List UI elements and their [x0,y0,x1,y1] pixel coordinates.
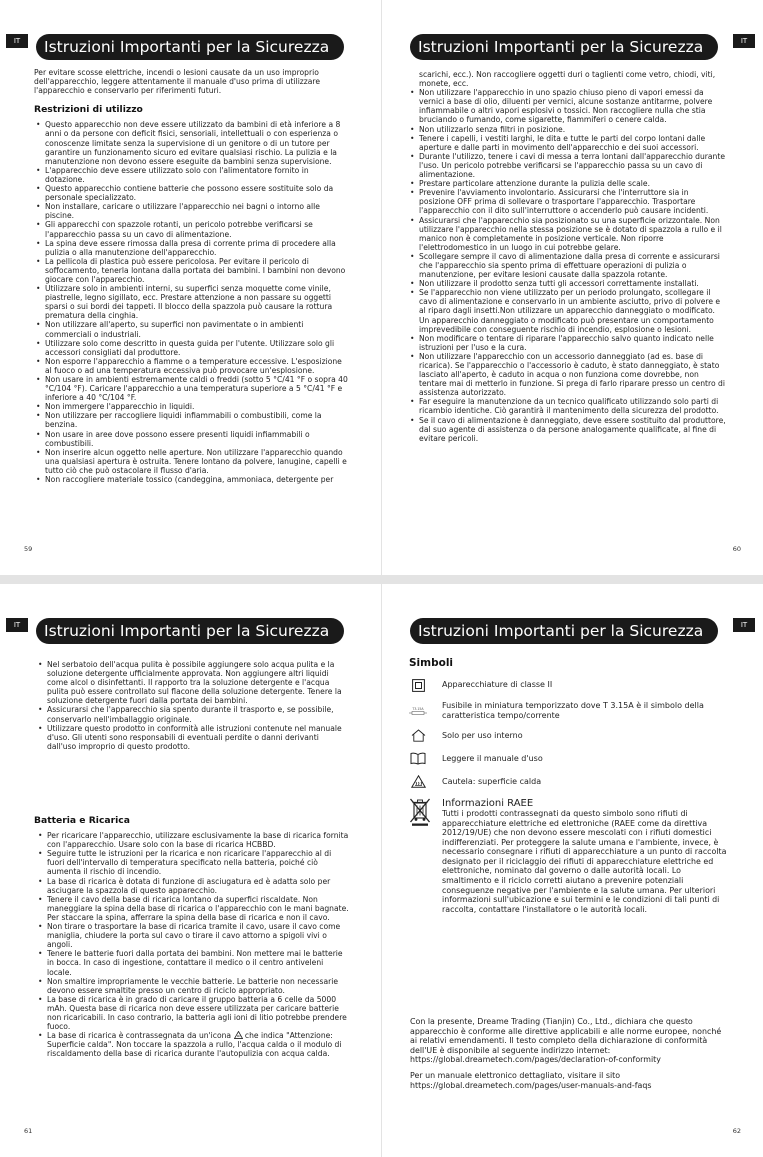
list-item: • Non modificare o tentare di riparare l'apparecchio salvo quanto indicato nelle istruzioni per l'uso e la cura. [408,334,726,352]
hot-surface-note-before: La base di ricarica è contrassegnata da un'icona [47,1031,232,1041]
list-item: • Prevenire l'avviamento involontario. Assicurarsi che l'interruttore sia in posizione OFF prima di sollevare o trasportare l'apparecchio. Trasportare l'apparecchio con il dito sull'interruttore o accenderlo può causare incidenti. [408,188,726,215]
symbol-description: Fusibile in miniatura temporizzato dove T 3.15A è il simbolo della caratteristica tempo/corrente [442,701,704,720]
page-header: Istruzioni Importanti per la Sicurezza [36,34,344,60]
page-61 [0,584,381,1157]
list-item: • Se il cavo di alimentazione è danneggiato, deve essere sostituito dal produttore, dal suo agente di assistenza o da persone analogamente qualificate, al fine di evitare pericoli. [408,416,726,443]
list-item: • La base di ricarica è dotata di funzione di asciugatura ed è adatta solo per asciugare la spazzola di questo apparecchio. [36,877,350,895]
list-item: • Far eseguire la manutenzione da un tecnico qualificato utilizzando solo parti di ricambio identiche. Ciò garantirà il mantenimento della sicurezza del prodotto. [408,397,726,415]
list-item: • Questo apparecchio non deve essere utilizzato da bambini di età inferiore a 8 anni o da persone con deficit fisici, sensoriali, intellettuali o con esperienza o conoscenze limitate senza la supervisione di un genitore o di un tutore per garantire un funzionamento sicuro ed evitare qualsiasi rischio. La pulizia e la manutenzione non devono essere eseguite da bambini senza supervisione. [34,120,350,165]
list-item: • Durante l'utilizzo, tenere i cavi di messa a terra lontani dall'apparecchio durante l'uso. Un pericolo potrebbe verificarsi se l'apparecchio passa su un cavo di alimentazione. [408,152,726,179]
hot-surface-icon [409,775,427,789]
manual-book-icon [409,752,427,766]
page-number: 59 [24,545,33,553]
list-item: • Prestare particolare attenzione durante la pulizia delle scale. [408,179,726,188]
list-item: • Tenere i capelli, i vestiti larghi, le dita e tutte le parti del corpo lontani dalle aperture e dalle parti in movimento dell'apparecchio e dei suoi accessori. [408,134,726,152]
page-body [34,68,350,484]
symbol-row [409,775,729,789]
list-item: • Assicurarsi che l'apparecchio sia posizionato su una superficie orizzontale. Non utilizzare l'apparecchio nella stessa posizione se è dotato di spazzola a rullo e il manico non è completamente in posizione verticale. Non riporre l'elettrodomestico in un luogo in cui potrebbe gelare. [408,216,726,252]
list-item: • Non utilizzare per raccogliere liquidi infiammabili o combustibili, come la benzina. [34,411,350,429]
list-item: • Non utilizzare il prodotto senza tutti gli accessori correttamente installati. [408,279,726,288]
class-ii-icon [409,678,427,692]
page-header: Istruzioni Importanti per la Sicurezza [410,34,718,60]
list-item: • Non utilizzare l'apparecchio in uno spazio chiuso pieno di vapori emessi da vernici a base di olio, diluenti per vernici, alcune sostanze antitarme, polvere infiammabile o altri vapori esplosivi o tossici. Non raccogliere nulla che stia bruciando o fumando, come sigarette, fiammiferi o cenere calda. [408,88,726,124]
section-title: Simboli [409,657,454,669]
list-item: • Non utilizzare l'apparecchio con un accessorio danneggiato (ad es. base di ricarica). Se l'apparecchio o l'accessorio è caduto, è stato danneggiato, è stato lasciato all'aperto, è caduto in acqua o non funziona come dovrebbe, non tentare mai di metterlo in funzione. Si prega di farlo riparare presso un centro di assistenza autorizzato. [408,352,726,397]
symbol-description: Solo per uso interno [442,731,523,741]
list-item: • L'apparecchio deve essere utilizzato solo con l'alimentatore fornito in dotazione. [34,166,350,184]
battery-list [36,831,350,1058]
list-item: • Non esporre l'apparecchio a fiamme o a temperature eccessive. L'esposizione al fuoco o ad una temperatura eccessiva può provocare un'esplosione. [34,357,350,375]
symbols-section [409,659,729,914]
symbol-row [409,729,729,743]
list-item [36,1031,350,1058]
symbol-description: Apparecchiature di classe II [442,680,553,690]
list-item: • Tenere le batterie fuori dalla portata dei bambini. Non mettere mai le batterie in bocca. In caso di ingestione, contattare il medico o il centro antiveleni locale. [36,949,350,976]
page-number: 62 [732,1127,741,1135]
declaration-block [410,1017,730,1090]
house-icon [409,729,427,743]
list-item: • Utilizzare questo prodotto in conformità alle istruzioni contenute nel manuale d'uso. Gli utenti sono responsabili di eventuali perdite o danni derivanti dall'uso improprio di questo prodotto. [36,724,350,751]
page-number: 61 [24,1127,33,1135]
symbol-row [409,752,729,766]
symbol-row [409,701,729,720]
page-number: 60 [732,545,741,553]
weee-text: Tutti i prodotti contrassegnati da questo simbolo sono rifiuti di apparecchiature elettriche ed elettroniche (RAEE come da direttiva 2012/19/UE) che non devono essere mescolati con i rifiuti domestici indifferenziati. Per proteggere la salute umana e l'ambiente, invece, è necessario consegnare i rifiuti di apparecchiature a un punto di raccolta designato per il riciclaggio dei rifiuti di apparecchiature elettriche ed elettroniche, nominato dal governo o dalle autorità locali. Lo smaltimento e il riciclo corretti aiutano a prevenire potenziali conseguenze negative per l'ambiente e la salute umana. Per ulteriori informazioni sull'ubicazione e sui termini e le condizioni di tali punti di raccolta, contattare l'installatore o le autorità locali. [442,808,727,914]
declaration-url: https://global.dreametech.com/pages/declaration-of-conformity [410,1055,661,1065]
list-item: • Utilizzare solo in ambienti interni, su superfici senza moquette come vinile, piastrelle, legno sigillato, ecc. Prestare attenzione a non passare su oggetti sparsi o sui bordi dei tappeti. Il blocco della spazzola può causare la rottura prematura della cinghia. [34,284,350,320]
list-item: • Questo apparecchio contiene batterie che possono essere sostituite solo da personale specializzato. [34,184,350,202]
hot-surface-note-after: che indica "Attenzione: Superficie calda". Non toccare la spazzola a rullo, l'acqua calda o il modulo di riscaldamento della base di ricarica durante l'autopulizia con acqua calda. [47,1031,342,1059]
list-item: • Non usare in aree dove possono essere presenti liquidi infiammabili o combustibili. [34,430,350,448]
language-tag: IT [6,34,28,48]
list-item: • Gli apparecchi con spazzole rotanti, un pericolo potrebbe verificarsi se l'apparecchio passa su un cavo di alimentazione. [34,220,350,238]
list-item: • Non utilizzarlo senza filtri in posizione. [408,125,726,134]
list-item: • Tenere il cavo della base di ricarica lontano da superfici riscaldate. Non maneggiare la spina della base di ricarica o l'apparecchio con le mani bagnate. Per staccare la spina, afferrare la spina della base di ricarica e non il cavo. [36,895,350,922]
language-tag: IT [733,34,755,48]
language-tag: IT [733,618,755,632]
page-body [408,70,726,443]
symbol-description: Leggere il manuale d'uso [442,754,543,764]
list-item: • Non usare in ambienti estremamente caldi o freddi (sotto 5 °C/41 °F o sopra 40 °C/104 °F). Caricare l'apparecchio a una temperatura superiore a 5 °C/41 °F e inferiore a 40 °C/104 °F. [34,375,350,402]
list-item: • Non smaltire impropriamente le vecchie batterie. Le batterie non necessarie devono essere smaltite presso un centro di riciclo appropriato. [36,977,350,995]
list-item: • Non installare, caricare o utilizzare l'apparecchio nei bagni o intorno alle piscine. [34,202,350,220]
declaration-text: Con la presente, Dreame Trading (Tianjin) Co., Ltd., dichiara che questo apparecchio è conforme alle direttive applicabili e alle norme europee, nonché ai relativi emendamenti. Il testo completo della dichiarazione di conformità dell'UE è disponibile al seguente indirizzo internet: [410,1017,722,1055]
page-59 [0,0,381,575]
hot-surface-icon [234,1031,243,1039]
list-item: • Seguire tutte le istruzioni per la ricarica e non ricaricare l'apparecchio al di fuori dell'intervallo di temperatura specificato nella batteria, poiché ciò aumenta il rischio di incendio. [36,849,350,876]
manual-url: https://global.dreametech.com/pages/user-manuals-and-faqs [410,1080,652,1090]
list-item: • Non inserire alcun oggetto nelle aperture. Non utilizzare l'apparecchio quando una qualsiasi apertura è ostruita. Tenere lontano da polvere, lanugine, capelli e tutto ciò che può ostacolare il flusso d'aria. [34,448,350,475]
section-title: Batteria e Ricarica [34,815,130,826]
list-item: • Non immergere l'apparecchio in liquidi. [34,402,350,411]
list-item: • Nel serbatoio dell'acqua pulita è possibile aggiungere solo acqua pulita e la soluzione detergente ufficialmente approvata. Non aggiungere altri liquidi come alcol o disinfettanti. Il rapporto tra la soluzione detergente e l'acqua pulita può essere controllato sul flacone della soluzione detergente. Tenere la soluzione detergente fuori dalla portata dei bambini. [36,660,350,705]
intro-paragraph: Per evitare scosse elettriche, incendi o lesioni causate da un uso improprio dell'apparecchio, leggere attentamente il manuale d'uso prima di utilizzare l'apparecchio e conservarlo per riferimenti futuri. [34,68,321,96]
list-item: • Se l'apparecchio non viene utilizzato per un periodo prolungato, scollegare il cavo di alimentazione e conservarlo in un ambiente asciutto, privo di polvere e al riparo dagli insetti.Non utilizzare un apparecchio danneggiato o modificato. Un apparecchio danneggiato o modificato può presentare un comportamento imprevedibile con conseguente rischio di incendio, esplosione o lesioni. [408,288,726,333]
list-item: • Non utilizzare all'aperto, su superfici non pavimentate o in ambienti commerciali o industriali. [34,320,350,338]
list-item: • La pellicola di plastica può essere pericolosa. Per evitare il pericolo di soffocamento, tenerla lontana dalla portata dei bambini. I bambini non devono giocare con l'apparecchio. [34,257,350,284]
list-item: • Scollegare sempre il cavo di alimentazione dalla presa di corrente e assicurarsi che l'apparecchio sia spento prima di effettuare operazioni di pulizia o manutenzione, per evitare lesioni causate dalla spazzola rotante. [408,252,726,279]
manual-text: Per un manuale elettronico dettagliato, visitare il sito [410,1070,621,1080]
continuation-text: scarichi, ecc.). Non raccogliere oggetti duri o taglienti come vetro, chiodi, viti, monete, ecc. [419,70,716,89]
list-item: • La spina deve essere rimossa dalla presa di corrente prima di procedere alla pulizia o alla manutenzione dell'apparecchio. [34,239,350,257]
section-title: Restrizioni di utilizzo [34,104,143,116]
page-body [36,660,350,751]
list-item: • La base di ricarica è in grado di caricare il gruppo batteria a 6 celle da 5000 mAh. Questa base di ricarica non deve essere utilizzata per caricare batterie non ricaricabili. In caso contrario, la batteria agli ioni di litio potrebbe prendere fuoco. [36,995,350,1031]
weee-block [409,798,729,915]
list-item: • Utilizzare solo come descritto in questa guida per l'utente. Utilizzare solo gli accessori consigliati dal produttore. [34,339,350,357]
page-62 [382,584,763,1157]
battery-section [36,816,350,1058]
restrictions-list [34,120,350,484]
crossed-bin-icon [409,798,431,915]
list-item: • Non tirare o trasportare la base di ricarica tramite il cavo, usare il cavo come maniglia, chiudere la porta sul cavo o tirare il cavo attorno a spigoli vivi o angoli. [36,922,350,949]
list-item: • Assicurarsi che l'apparecchio sia spento durante il trasporto e, se possibile, conservarlo nell'imballaggio originale. [36,705,350,723]
fuse-icon [409,704,427,718]
fuse-label: T3.15A [412,706,424,711]
page-60 [382,0,763,575]
weee-title: Informazioni RAEE [442,797,534,809]
symbol-row [409,678,729,692]
list-item: • Per ricaricare l'apparecchio, utilizzare esclusivamente la base di ricarica fornita con l'apparecchio. Usare solo con la base di ricarica HCBBD. [36,831,350,849]
language-tag: IT [6,618,28,632]
page-header: Istruzioni Importanti per la Sicurezza [36,618,344,644]
weee-content [442,798,729,915]
page-header: Istruzioni Importanti per la Sicurezza [410,618,718,644]
symbol-description: Cautela: superficie calda [442,777,542,787]
safety-list [408,88,726,443]
general-list [36,660,350,751]
list-item: • Non raccogliere materiale tossico (candeggina, ammoniaca, detergente per [34,475,350,484]
